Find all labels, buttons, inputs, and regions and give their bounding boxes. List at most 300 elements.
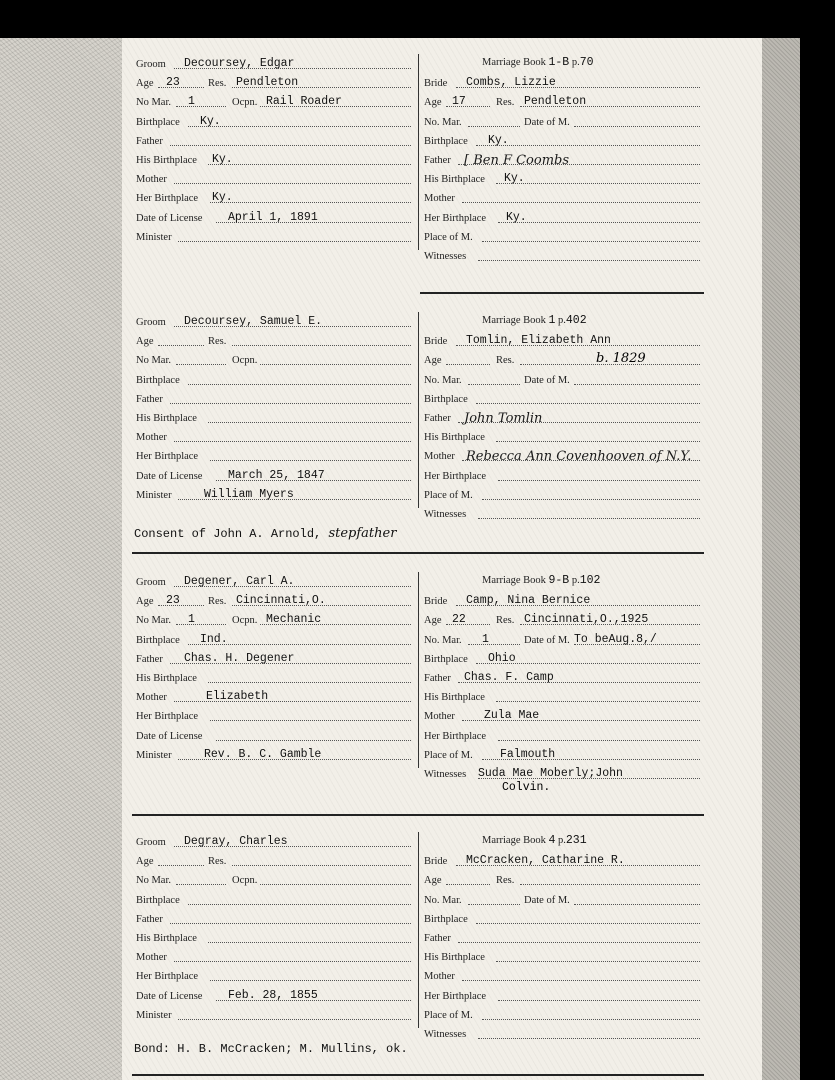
groom-nomar-row-rule-0 — [176, 106, 226, 107]
bride-place-row — [424, 745, 700, 763]
groom-name-row-value-0: Decoursey, Edgar — [184, 57, 295, 70]
groom-license-row — [136, 726, 411, 744]
groom-nomar-row-sublabel-1: Ocpn. — [232, 615, 258, 627]
groom-birthplace-row — [136, 112, 411, 130]
groom-nomar-row-sublabel-1: Ocpn. — [232, 97, 258, 109]
groom-father-row-rule-0 — [170, 923, 411, 924]
groom-nomar-row-rule-1 — [260, 364, 411, 365]
bride-age-row-sublabel-1: Res. — [496, 875, 515, 887]
groom-birthplace-row-value-0: Ky. — [200, 114, 221, 128]
groom-license-row-label: Date of License — [136, 990, 203, 1002]
bride-place-row-value-0: Falmouth — [500, 747, 556, 761]
bride-his-birthplace-row-label: His Birthplace — [424, 432, 485, 444]
marriage-book-ref — [482, 574, 600, 587]
bride-nomar-row-label: No. Mar. — [424, 116, 462, 128]
bride-her-birthplace-row-value-0: Ky. — [506, 210, 527, 224]
bride-mother-row-label: Mother — [424, 971, 455, 983]
bride-nomar-row-rule-0 — [468, 904, 520, 905]
groom-birthplace-row — [136, 370, 411, 388]
groom-his-birthplace-row-rule-0 — [208, 942, 411, 943]
groom-her-birthplace-row — [136, 446, 411, 464]
groom-father-row — [136, 909, 411, 927]
bride-mother-row — [424, 706, 700, 724]
page-label: p. — [571, 57, 580, 68]
groom-father-row-value-0: Chas. H. Degener — [184, 651, 295, 665]
column-divider — [418, 572, 419, 768]
page-label: p. — [558, 315, 566, 326]
groom-mother-row-label: Mother — [136, 174, 167, 186]
groom-his-birthplace-row — [136, 668, 411, 686]
bride-nomar-row-rule-1 — [574, 126, 700, 127]
groom-his-birthplace-row — [136, 408, 411, 426]
groom-nomar-row-label: No Mar. — [136, 615, 171, 627]
scan-right-margin — [762, 38, 800, 1080]
groom-nomar-row-value-0: 1 — [188, 613, 195, 627]
groom-age-row-label: Age — [136, 596, 154, 608]
groom-minister-row-label: Minister — [136, 489, 172, 501]
groom-name-row-value-0: Decoursey, Samuel E. — [184, 315, 323, 328]
bride-nomar-row-rule-0 — [468, 644, 520, 645]
groom-his-birthplace-row-label: His Birthplace — [136, 413, 197, 424]
bride-mother-row-value-0: Zula Mae — [484, 709, 540, 723]
bride-nomar-row-value-1: To beAug.8,/ — [574, 632, 657, 646]
groom-age-row — [136, 73, 411, 91]
record-note — [134, 1042, 408, 1056]
groom-father-row — [136, 389, 411, 407]
bride-nomar-row-sublabel-1: Date of M. — [524, 634, 570, 646]
bride-his-birthplace-row-rule-0 — [496, 961, 700, 962]
bride-her-birthplace-row-rule-0 — [498, 1000, 700, 1001]
groom-nomar-row-label: No Mar. — [136, 875, 171, 887]
groom-birthplace-row — [136, 890, 411, 908]
bride-witnesses-row-label: Witnesses — [424, 1029, 467, 1040]
bride-father-row-label: Father — [424, 413, 451, 424]
bride-mother-row-rule-0 — [462, 202, 700, 203]
bride-nomar-row — [424, 630, 700, 648]
bride-nomar-row-rule-0 — [468, 384, 520, 385]
record-separator — [132, 1074, 704, 1076]
bride-age-row-sublabel-1: Res. — [496, 615, 515, 627]
bride-his-birthplace-row-value-0: Ky. — [504, 172, 525, 186]
groom-name-row — [136, 832, 411, 850]
bride-age-row-rule-1 — [520, 884, 700, 885]
groom-name-row-label: Groom — [136, 577, 166, 588]
bride-birthplace-row-rule-0 — [476, 145, 700, 146]
groom-minister-row-value-0: Rev. B. C. Gamble — [204, 747, 322, 761]
page-label: p. — [558, 835, 566, 846]
bride-name-row-label: Bride — [424, 336, 448, 348]
groom-nomar-row-value-1: Rail Roader — [266, 95, 342, 109]
bride-her-birthplace-row-rule-0 — [498, 222, 700, 223]
bride-father-row-label: Father — [424, 933, 451, 944]
bride-his-birthplace-row — [424, 947, 700, 965]
bride-father-row-value-0: [ Ben F Coombs — [464, 153, 570, 168]
bride-name-row-label: Bride — [424, 596, 448, 608]
bride-birthplace-row-label: Birthplace — [424, 653, 468, 665]
groom-mother-row — [136, 169, 411, 187]
groom-his-birthplace-row — [136, 928, 411, 946]
bride-name-row-value-0: Camp, Nina Bernice — [466, 594, 591, 608]
groom-license-row — [136, 208, 411, 226]
bride-place-row — [424, 227, 700, 245]
groom-age-row-sublabel-1: Res. — [208, 78, 227, 90]
bride-father-row-label: Father — [424, 155, 451, 166]
bride-birthplace-row-rule-0 — [476, 923, 700, 924]
bride-res-handwritten: b. 1829 — [596, 351, 646, 367]
groom-nomar-row-rule-0 — [176, 624, 226, 625]
bride-his-birthplace-row-rule-0 — [496, 701, 700, 702]
bride-father-row-value-0: John Tomlin — [464, 411, 543, 426]
page-number: 70 — [579, 56, 594, 69]
groom-age-row-value-0: 23 — [166, 76, 180, 90]
groom-age-row-label: Age — [136, 336, 154, 348]
groom-her-birthplace-row-label: Her Birthplace — [136, 711, 199, 723]
marriage-record-2 — [122, 308, 762, 548]
marriage-record-3 — [122, 568, 762, 808]
bride-nomar-row-value-0: 1 — [482, 632, 489, 646]
bride-birthplace-row-label: Birthplace — [424, 913, 468, 925]
bride-place-row-label: Place of M. — [424, 489, 473, 501]
groom-license-row-label: Date of License — [136, 470, 203, 482]
bride-age-row-rule-0 — [446, 364, 490, 365]
groom-birthplace-row — [136, 630, 411, 648]
groom-license-row — [136, 466, 411, 484]
groom-license-row — [136, 986, 411, 1004]
marriage-book-label: Marriage Book — [482, 315, 546, 326]
groom-minister-row-rule-0 — [178, 241, 411, 242]
bride-father-row — [424, 408, 700, 426]
bride-mother-row-label: Mother — [424, 193, 455, 205]
bride-age-row — [424, 92, 700, 110]
record-note-handwritten: stepfather — [328, 526, 397, 541]
groom-nomar-row-sublabel-1: Ocpn. — [232, 355, 258, 367]
bride-age-row-label: Age — [424, 355, 442, 367]
bride-his-birthplace-row — [424, 169, 700, 187]
bride-name-row-value-0: Tomlin, Elizabeth Ann — [466, 334, 611, 348]
scan-left-margin — [0, 38, 122, 1080]
groom-minister-row — [136, 485, 411, 503]
bride-name-row — [424, 591, 700, 609]
record-note-text: Consent of John A. Arnold, — [134, 527, 322, 541]
groom-birthplace-row-rule-0 — [188, 126, 411, 127]
bride-her-birthplace-row — [424, 726, 700, 744]
bride-name-row-label: Bride — [424, 78, 448, 90]
bride-name-row — [424, 73, 700, 91]
groom-father-row — [136, 131, 411, 149]
record-note — [134, 526, 396, 541]
groom-minister-row-rule-0 — [178, 1019, 411, 1020]
marriage-record-4 — [122, 828, 762, 1068]
bride-place-row-rule-0 — [482, 241, 700, 242]
groom-father-row-label: Father — [136, 135, 163, 147]
bride-birthplace-row-label: Birthplace — [424, 393, 468, 405]
groom-license-row-value-0: April 1, 1891 — [228, 210, 318, 224]
groom-birthplace-row-rule-0 — [188, 904, 411, 905]
bride-witnesses-continued: Colvin. — [502, 781, 551, 795]
bride-witnesses-row-label: Witnesses — [424, 509, 467, 520]
groom-minister-row-label: Minister — [136, 1009, 172, 1021]
bride-father-row — [424, 928, 700, 946]
groom-name-row-value-0: Degray, Charles — [184, 835, 288, 848]
groom-her-birthplace-row — [136, 188, 411, 206]
record-separator — [132, 814, 704, 816]
bride-age-row — [424, 350, 700, 368]
bride-age-row-sublabel-1: Res. — [496, 355, 515, 367]
bride-witnesses-row-rule-0 — [478, 260, 700, 261]
bride-age-row — [424, 610, 700, 628]
bride-nomar-row-label: No. Mar. — [424, 894, 462, 906]
groom-age-row-label: Age — [136, 78, 154, 90]
groom-his-birthplace-row-label: His Birthplace — [136, 155, 197, 166]
groom-age-row-value-1: Cincinnati,O. — [236, 594, 326, 608]
bride-place-row-label: Place of M. — [424, 1009, 473, 1021]
bride-mother-row-label: Mother — [424, 711, 455, 723]
bride-his-birthplace-row — [424, 427, 700, 445]
bride-witnesses-row — [424, 764, 700, 782]
groom-age-row-rule-1 — [232, 865, 411, 866]
groom-father-row-label: Father — [136, 913, 163, 925]
groom-father-row-label: Father — [136, 393, 163, 405]
marriage-book-label: Marriage Book — [482, 835, 546, 846]
groom-father-row-label: Father — [136, 653, 163, 665]
bride-mother-row-label: Mother — [424, 451, 455, 463]
marriage-book-label: Marriage Book — [482, 57, 546, 68]
groom-license-row-value-0: March 25, 1847 — [228, 468, 325, 482]
bride-age-row-value-1: Cincinnati,O.,1925 — [524, 613, 649, 627]
bride-age-row — [424, 870, 700, 888]
bride-birthplace-row — [424, 649, 700, 667]
groom-mother-row — [136, 947, 411, 965]
groom-her-birthplace-row-rule-0 — [210, 202, 411, 203]
column-divider — [418, 312, 419, 508]
groom-name-row — [136, 312, 411, 330]
bride-nomar-row-label: No. Mar. — [424, 374, 462, 386]
groom-her-birthplace-row — [136, 966, 411, 984]
groom-age-row-label: Age — [136, 856, 154, 868]
bride-father-row — [424, 150, 700, 168]
groom-minister-row-value-0: William Myers — [204, 487, 294, 501]
groom-minister-row — [136, 745, 411, 763]
groom-mother-row-rule-0 — [174, 183, 411, 184]
groom-minister-row-label: Minister — [136, 749, 172, 761]
bride-nomar-row — [424, 112, 700, 130]
groom-nomar-row-rule-0 — [176, 364, 226, 365]
bride-witnesses-row-rule-0 — [478, 1038, 700, 1039]
page-number: 102 — [579, 574, 601, 587]
bride-age-row-label: Age — [424, 97, 442, 109]
groom-age-row-sublabel-1: Res. — [208, 596, 227, 608]
bride-place-row — [424, 485, 700, 503]
bride-witnesses-row — [424, 1024, 700, 1042]
bride-nomar-row-label: No. Mar. — [424, 634, 462, 646]
bride-birthplace-row — [424, 389, 700, 407]
groom-father-row-rule-0 — [170, 403, 411, 404]
bride-her-birthplace-row-rule-0 — [498, 740, 700, 741]
scan-right-border — [800, 38, 835, 1080]
groom-nomar-row — [136, 870, 411, 888]
bride-birthplace-row — [424, 131, 700, 149]
column-divider — [418, 54, 419, 250]
bride-nomar-row-rule-1 — [574, 904, 700, 905]
bride-his-birthplace-row — [424, 687, 700, 705]
groom-age-row — [136, 331, 411, 349]
bride-mother-row-rule-0 — [462, 980, 700, 981]
bride-her-birthplace-row — [424, 208, 700, 226]
groom-age-row-rule-0 — [158, 605, 204, 606]
marriage-record-1 — [122, 50, 762, 290]
bride-witnesses-row-label: Witnesses — [424, 769, 467, 780]
bride-mother-row — [424, 446, 700, 464]
bride-birthplace-row — [424, 909, 700, 927]
groom-mother-row-label: Mother — [136, 952, 167, 964]
bride-his-birthplace-row-label: His Birthplace — [424, 174, 485, 186]
groom-nomar-row — [136, 610, 411, 628]
bride-birthplace-row-value-0: Ohio — [488, 651, 516, 665]
bride-her-birthplace-row — [424, 986, 700, 1004]
bride-age-row-label: Age — [424, 875, 442, 887]
groom-his-birthplace-row-rule-0 — [208, 422, 411, 423]
groom-age-row-rule-0 — [158, 345, 204, 346]
groom-his-birthplace-row-rule-0 — [208, 164, 411, 165]
groom-mother-row-rule-0 — [174, 961, 411, 962]
bride-her-birthplace-row — [424, 466, 700, 484]
groom-her-birthplace-row-label: Her Birthplace — [136, 193, 199, 205]
groom-license-row-value-0: Feb. 28, 1855 — [228, 988, 318, 1002]
bride-age-row-rule-0 — [446, 884, 490, 885]
groom-his-birthplace-row-label: His Birthplace — [136, 673, 197, 684]
groom-mother-row — [136, 427, 411, 445]
bride-nomar-row-sublabel-1: Date of M. — [524, 374, 570, 386]
groom-her-birthplace-row-rule-0 — [210, 460, 411, 461]
groom-her-birthplace-row-rule-0 — [210, 720, 411, 721]
bride-age-row-value-0: 22 — [452, 613, 466, 627]
groom-mother-row-label: Mother — [136, 432, 167, 444]
groom-age-row-value-1: Pendleton — [236, 76, 299, 90]
groom-nomar-row — [136, 350, 411, 368]
groom-name-row-value-0: Degener, Carl A. — [184, 575, 295, 588]
bride-his-birthplace-row-rule-0 — [496, 441, 700, 442]
groom-age-row-rule-0 — [158, 865, 204, 866]
bride-mother-row-value-0: Rebecca Ann Covenhooven of N.Y. — [466, 449, 692, 465]
groom-father-row — [136, 649, 411, 667]
marriage-book-ref — [482, 56, 594, 69]
groom-minister-row — [136, 227, 411, 245]
bride-her-birthplace-row-label: Her Birthplace — [424, 730, 487, 742]
groom-age-row-rule-0 — [158, 87, 204, 88]
marriage-record-page — [122, 38, 762, 1080]
bride-his-birthplace-row-label: His Birthplace — [424, 952, 485, 964]
groom-nomar-row-sublabel-1: Ocpn. — [232, 875, 258, 887]
bride-name-row-value-0: McCracken, Catharine R. — [466, 854, 625, 868]
record-separator — [132, 552, 704, 554]
bride-name-row — [424, 851, 700, 869]
groom-nomar-row-rule-0 — [176, 884, 226, 885]
bride-name-row-label: Bride — [424, 856, 448, 868]
groom-age-row — [136, 851, 411, 869]
bride-birthplace-row-rule-0 — [476, 403, 700, 404]
record-note-text: Bond: H. B. McCracken; M. Mullins, ok. — [134, 1042, 408, 1056]
bride-nomar-row-sublabel-1: Date of M. — [524, 116, 570, 128]
bride-age-row-value-0: 17 — [452, 95, 466, 109]
groom-birthplace-row-label: Birthplace — [136, 116, 180, 128]
groom-mother-row — [136, 687, 411, 705]
bride-witnesses-row-label: Witnesses — [424, 251, 467, 262]
groom-license-row-rule-0 — [216, 740, 411, 741]
groom-her-birthplace-row-rule-0 — [210, 980, 411, 981]
marriage-book-ref — [482, 314, 587, 327]
marriage-book-number: 1 — [548, 314, 556, 327]
groom-her-birthplace-row — [136, 706, 411, 724]
bride-her-birthplace-row-rule-0 — [498, 480, 700, 481]
groom-name-row — [136, 54, 411, 72]
groom-nomar-row-value-0: 1 — [188, 95, 195, 109]
bride-birthplace-row-value-0: Ky. — [488, 133, 509, 147]
page-number: 402 — [565, 314, 587, 327]
marriage-book-number: 9-B — [548, 574, 570, 587]
bride-mother-row — [424, 188, 700, 206]
groom-mother-row-label: Mother — [136, 692, 167, 704]
groom-nomar-row-value-1: Mechanic — [266, 613, 322, 627]
marriage-book-label: Marriage Book — [482, 575, 546, 586]
bride-his-birthplace-row-label: His Birthplace — [424, 692, 485, 704]
column-divider — [418, 832, 419, 1028]
bride-age-row-label: Age — [424, 615, 442, 627]
bride-mother-row — [424, 966, 700, 984]
bride-name-row-value-0: Combs, Lizzie — [466, 76, 556, 90]
groom-age-row-sublabel-1: Res. — [208, 856, 227, 868]
groom-minister-row-label: Minister — [136, 231, 172, 243]
bride-place-row-rule-0 — [482, 1019, 700, 1020]
bride-age-row-value-1: Pendleton — [524, 95, 587, 109]
groom-her-birthplace-row-value-0: Ky. — [212, 191, 233, 205]
groom-mother-row-rule-0 — [174, 441, 411, 442]
groom-his-birthplace-row — [136, 150, 411, 168]
bride-witnesses-row-rule-0 — [478, 518, 700, 519]
groom-birthplace-row-label: Birthplace — [136, 894, 180, 906]
bride-father-row — [424, 668, 700, 686]
marriage-book-ref — [482, 834, 587, 847]
groom-nomar-row — [136, 92, 411, 110]
groom-her-birthplace-row-label: Her Birthplace — [136, 971, 199, 983]
bride-nomar-row-rule-0 — [468, 126, 520, 127]
groom-nomar-row-label: No Mar. — [136, 355, 171, 367]
bride-father-row-value-0: Chas. F. Camp — [464, 671, 554, 684]
groom-birthplace-row-label: Birthplace — [136, 374, 180, 386]
page-number: 231 — [565, 834, 587, 847]
groom-father-row-rule-0 — [170, 145, 411, 146]
bride-father-row-label: Father — [424, 673, 451, 684]
groom-name-row-label: Groom — [136, 317, 166, 328]
groom-nomar-row-label: No Mar. — [136, 97, 171, 109]
marriage-book-number: 4 — [548, 834, 556, 847]
bride-place-row-label: Place of M. — [424, 749, 473, 761]
bride-age-row-sublabel-1: Res. — [496, 97, 515, 109]
groom-age-row-sublabel-1: Res. — [208, 336, 227, 348]
scan-top-border — [0, 0, 835, 38]
marriage-book-number: 1-B — [548, 56, 570, 69]
bride-nomar-row — [424, 370, 700, 388]
groom-birthplace-row-label: Birthplace — [136, 634, 180, 646]
groom-license-row-label: Date of License — [136, 730, 203, 742]
bride-nomar-row — [424, 890, 700, 908]
groom-age-row — [136, 591, 411, 609]
groom-license-row-label: Date of License — [136, 212, 203, 224]
groom-birthplace-row-value-0: Ind. — [200, 632, 228, 646]
page-label: p. — [571, 575, 580, 586]
bride-place-row-label: Place of M. — [424, 231, 473, 243]
bride-her-birthplace-row-label: Her Birthplace — [424, 990, 487, 1002]
bride-her-birthplace-row-label: Her Birthplace — [424, 212, 487, 224]
